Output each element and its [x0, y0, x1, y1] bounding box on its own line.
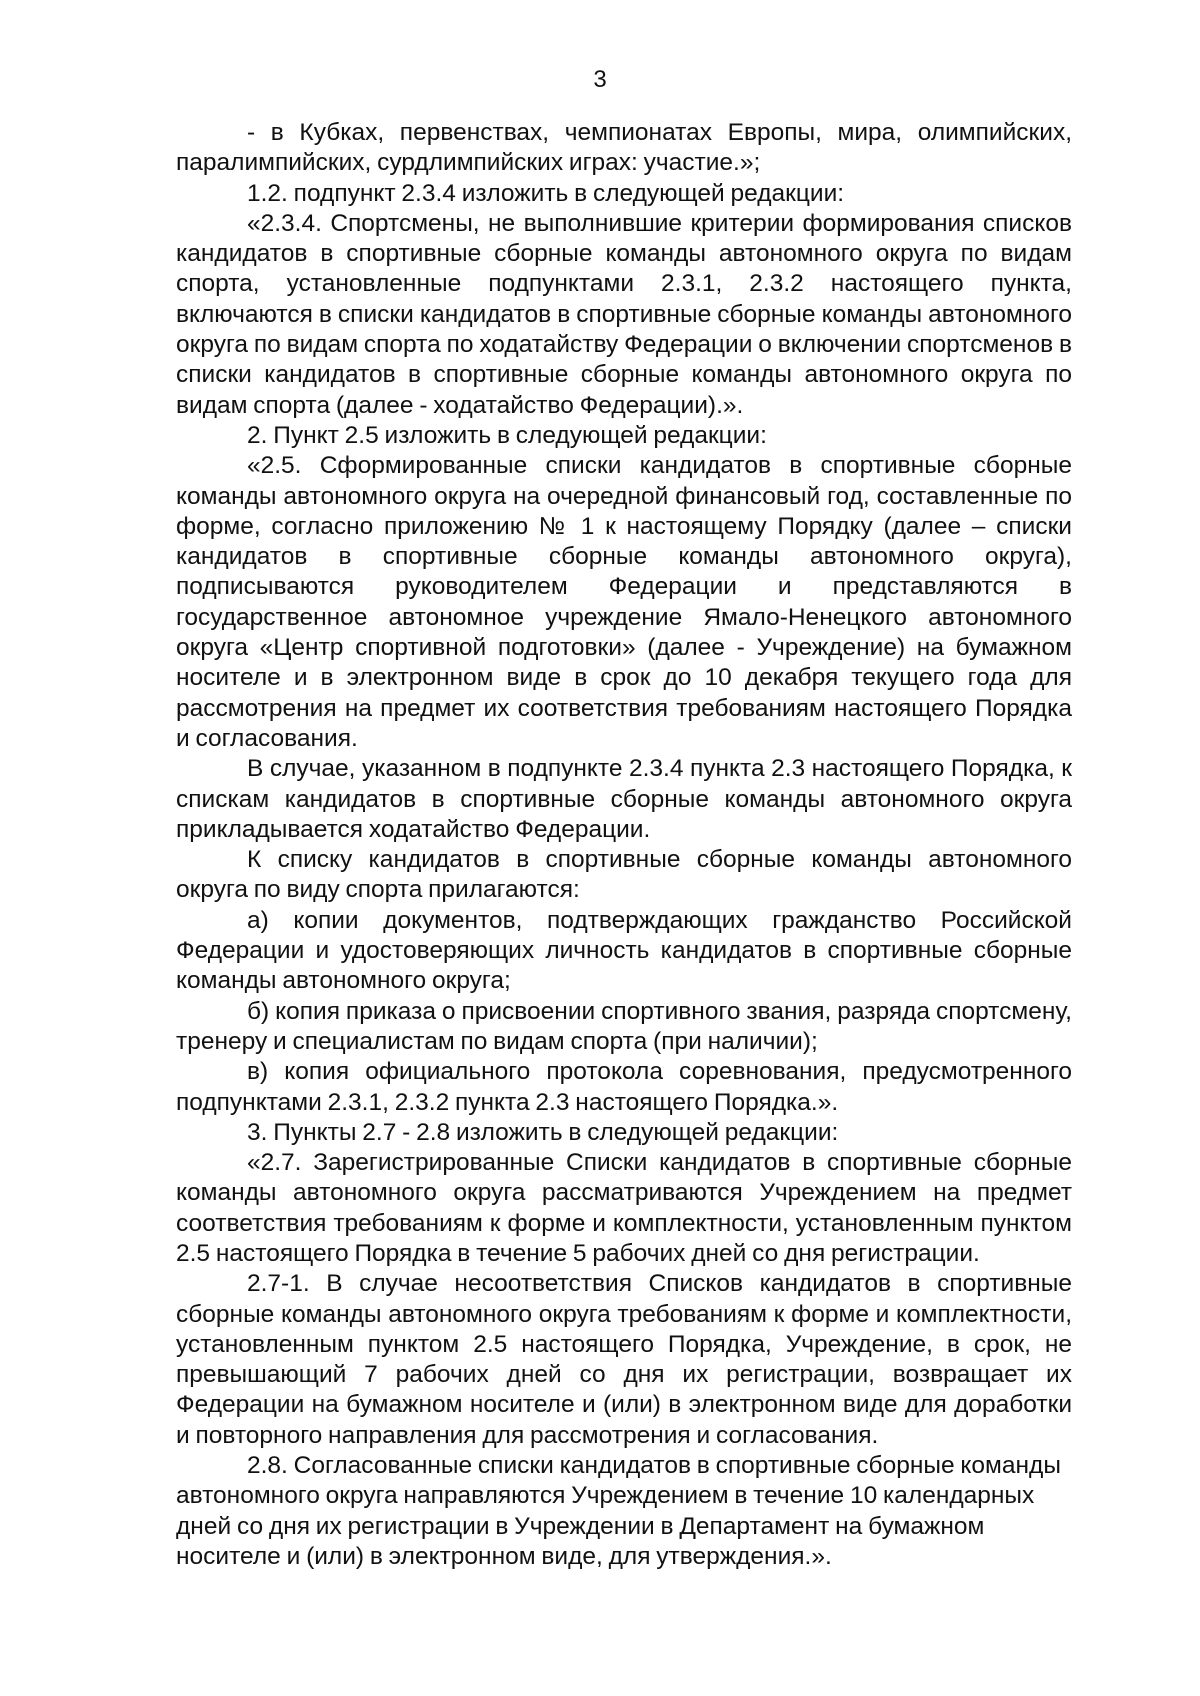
document-body [176, 118, 1072, 1572]
page-number: 3 [593, 66, 607, 93]
paragraph: б) копия приказа о присвоении спортивного звания, разряда спортсмену, тренеру и специалистам по видам спорта (при наличии); [176, 997, 1072, 1055]
paragraph: «2.7. Зарегистрированные Списки кандидатов в спортивные сборные команды автономного округа рассматриваются Учреждением на предмет соответствия требованиям к форме и комплектности, установленным пунктом 2.5 настоящего Порядка в течение 5 рабочих дней со дня регистрации. [176, 1149, 1072, 1267]
paragraph: 2.8. Согласованные списки кандидатов в спортивные сборные команды автономного округа направляются Учреждением в течение 10 календарных дней со дня их регистрации в Учреждении в Департамент на бумажном носителе и (или) в электронном виде, для утверждения.». [176, 1452, 1061, 1570]
paragraph: 2. Пункт 2.5 изложить в следующей редакции: [247, 421, 767, 449]
paragraph: «2.3.4. Спортсмены, не выполнившие критерии формирования списков кандидатов в спортивные сборные команды автономного округа по видам спорта, установленные подпунктами 2.3.1, 2.3.2 настоящего пункта, включаются в списки кандидатов в спортивные сборные команды автономного округа по видам спорта по ходатайству Федерации о включении спортсменов в списки кандидатов в спортивные сборные команды автономного округа по видам спорта (далее - ходатайство Федерации).». [176, 209, 1072, 419]
paragraph: 1.2. подпункт 2.3.4 изложить в следующей редакции: [247, 179, 845, 207]
paragraph: «2.5. Сформированные списки кандидатов в спортивные сборные команды автономного округа на очередной финансовый год, составленные по форме, согласно приложению № 1 к настоящему Порядку (далее – списки кандидатов в спортивные сборные команды автономного округа), подписываются руководителем Федерации и представляются в государственное автономное учреждение Ямало-Ненецкого автономного округа «Центр спортивной подготовки» (далее - Учреждение) на бумажном носителе и в электронном виде в срок до 10 декабря текущего года для рассмотрения на предмет их соответствия требованиям настоящего Порядка и согласования. [176, 452, 1072, 752]
paragraph: а) копии документов, подтверждающих гражданство Российской Федерации и удостоверяющих личность кандидатов в спортивные сборные команды автономного округа; [176, 906, 1072, 995]
paragraph: - в Кубках, первенствах, чемпионатах Европы, мира, олимпийских, паралимпийских, сурдлимпийских играх: участие.»; [176, 119, 1072, 177]
paragraph: 2.7-1. В случае несоответствия Списков кандидатов в спортивные сборные команды автономного округа требованиям к форме и комплектности, установленным пунктом 2.5 настоящего Порядка, Учреждение, в срок, не превышающий 7 рабочих дней со дня их регистрации, возвращает их Федерации на бумажном носителе и (или) в электронном виде для доработки и повторного направления для рассмотрения и согласования. [176, 1270, 1072, 1449]
paragraph: К списку кандидатов в спортивные сборные команды автономного округа по виду спорта прилагаются: [176, 846, 1072, 904]
paragraph: В случае, указанном в подпункте 2.3.4 пункта 2.3 настоящего Порядка, к спискам кандидатов в спортивные сборные команды автономного округа прикладывается ходатайство Федерации. [176, 755, 1072, 843]
paragraph: 3. Пункты 2.7 - 2.8 изложить в следующей редакции: [247, 1118, 839, 1146]
paragraph: в) копия официального протокола соревнования, предусмотренного подпунктами 2.3.1, 2.3.2 пункта 2.3 настоящего Порядка.». [176, 1058, 1072, 1116]
